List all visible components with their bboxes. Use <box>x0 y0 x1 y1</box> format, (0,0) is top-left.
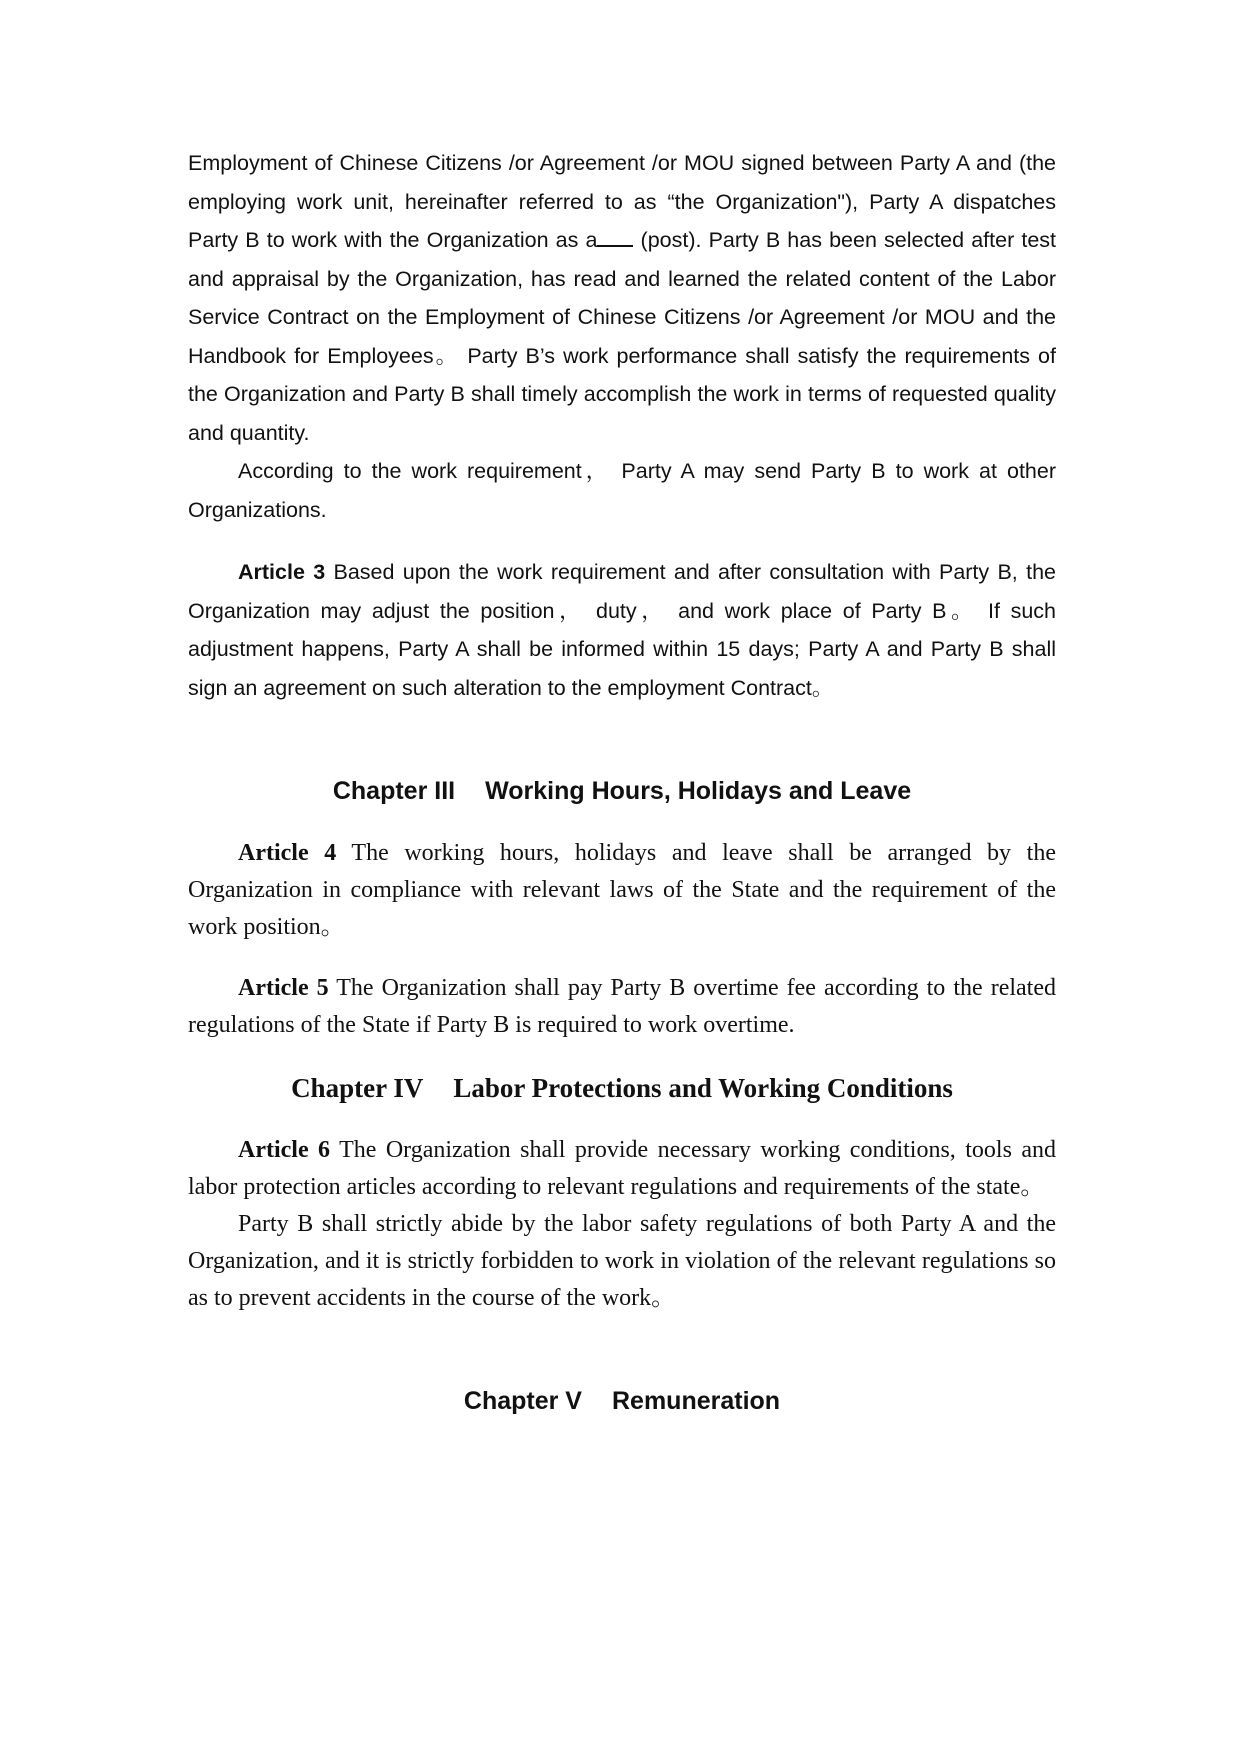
article-label: Article 4 <box>238 840 337 866</box>
chapter-4-heading <box>188 1068 1056 1108</box>
chapter-5-heading <box>188 1381 1056 1421</box>
article-5 <box>188 970 1056 1044</box>
article-text: The Organization shall pay Party B overtime fee according to the related regulations of the State if Party B is required to work overtime. <box>188 975 1056 1038</box>
chapter-number: Chapter III <box>332 777 456 805</box>
article-4 <box>188 835 1056 946</box>
article-6 <box>188 1132 1056 1206</box>
paragraph-text: Employment of Chinese Citizens /or Agreement /or MOU signed between Party A and (the employing work unit, hereinafter referred to as “the Organization"), Party A dispatches Party B to work with the Organization as a <box>188 151 1056 252</box>
article-label: Article 5 <box>238 975 329 1001</box>
article-label: Article 3 <box>238 560 326 584</box>
paragraph-employment <box>188 144 1056 452</box>
chapter-title: Remuneration <box>612 1387 781 1415</box>
chapter-title: Working Hours, Holidays and Leave <box>485 777 912 805</box>
article-text: The working hours, holidays and leave shall be arranged by the Organization in compliance with relevant laws of the State and the requirement of the work position。 <box>188 840 1056 940</box>
article-text: The Organization shall provide necessary working conditions, tools and labor protection articles according to relevant regulations and requirements of the state。 <box>188 1137 1056 1200</box>
paragraph-text: (post). Party B has been selected after test and appraisal by the Organization, has read and learned the related content of the Labor Service Contract on the Employment of Chinese Citizens /or Agreement /or MOU and the Handbook for Employees。 Party B’s work performance shall satisfy the requirements of the Organization and Party B shall timely accomplish the work in terms of requested quality and quantity. <box>188 228 1056 445</box>
article-3 <box>188 553 1056 707</box>
post-blank-line <box>597 227 633 247</box>
article-text: Based upon the work requirement and after consultation with Party B, the Organization may adjust the position， duty， and work place of Party B。 If such adjustment happens, Party A shall be informed within 15 days; Party A and Party B shall sign an agreement on such alteration to the employment Contract。 <box>188 560 1056 700</box>
article-label: Article 6 <box>238 1137 331 1163</box>
document-page <box>188 144 1056 1421</box>
paragraph-safety: Party B shall strictly abide by the labor safety regulations of both Party A and the Organization, and it is strictly forbidden to work in violation of the relevant regulations so as to prevent accidents in the course of the work。 <box>188 1211 1056 1311</box>
paragraph-work-requirement: According to the work requirement， Party A may send Party B to work at other Organizations. <box>188 459 1056 522</box>
chapter-number: Chapter V <box>463 1387 582 1415</box>
chapter-3-heading <box>188 771 1056 811</box>
chapter-number: Chapter IV <box>291 1073 424 1103</box>
chapter-title: Labor Protections and Working Conditions <box>453 1073 953 1103</box>
